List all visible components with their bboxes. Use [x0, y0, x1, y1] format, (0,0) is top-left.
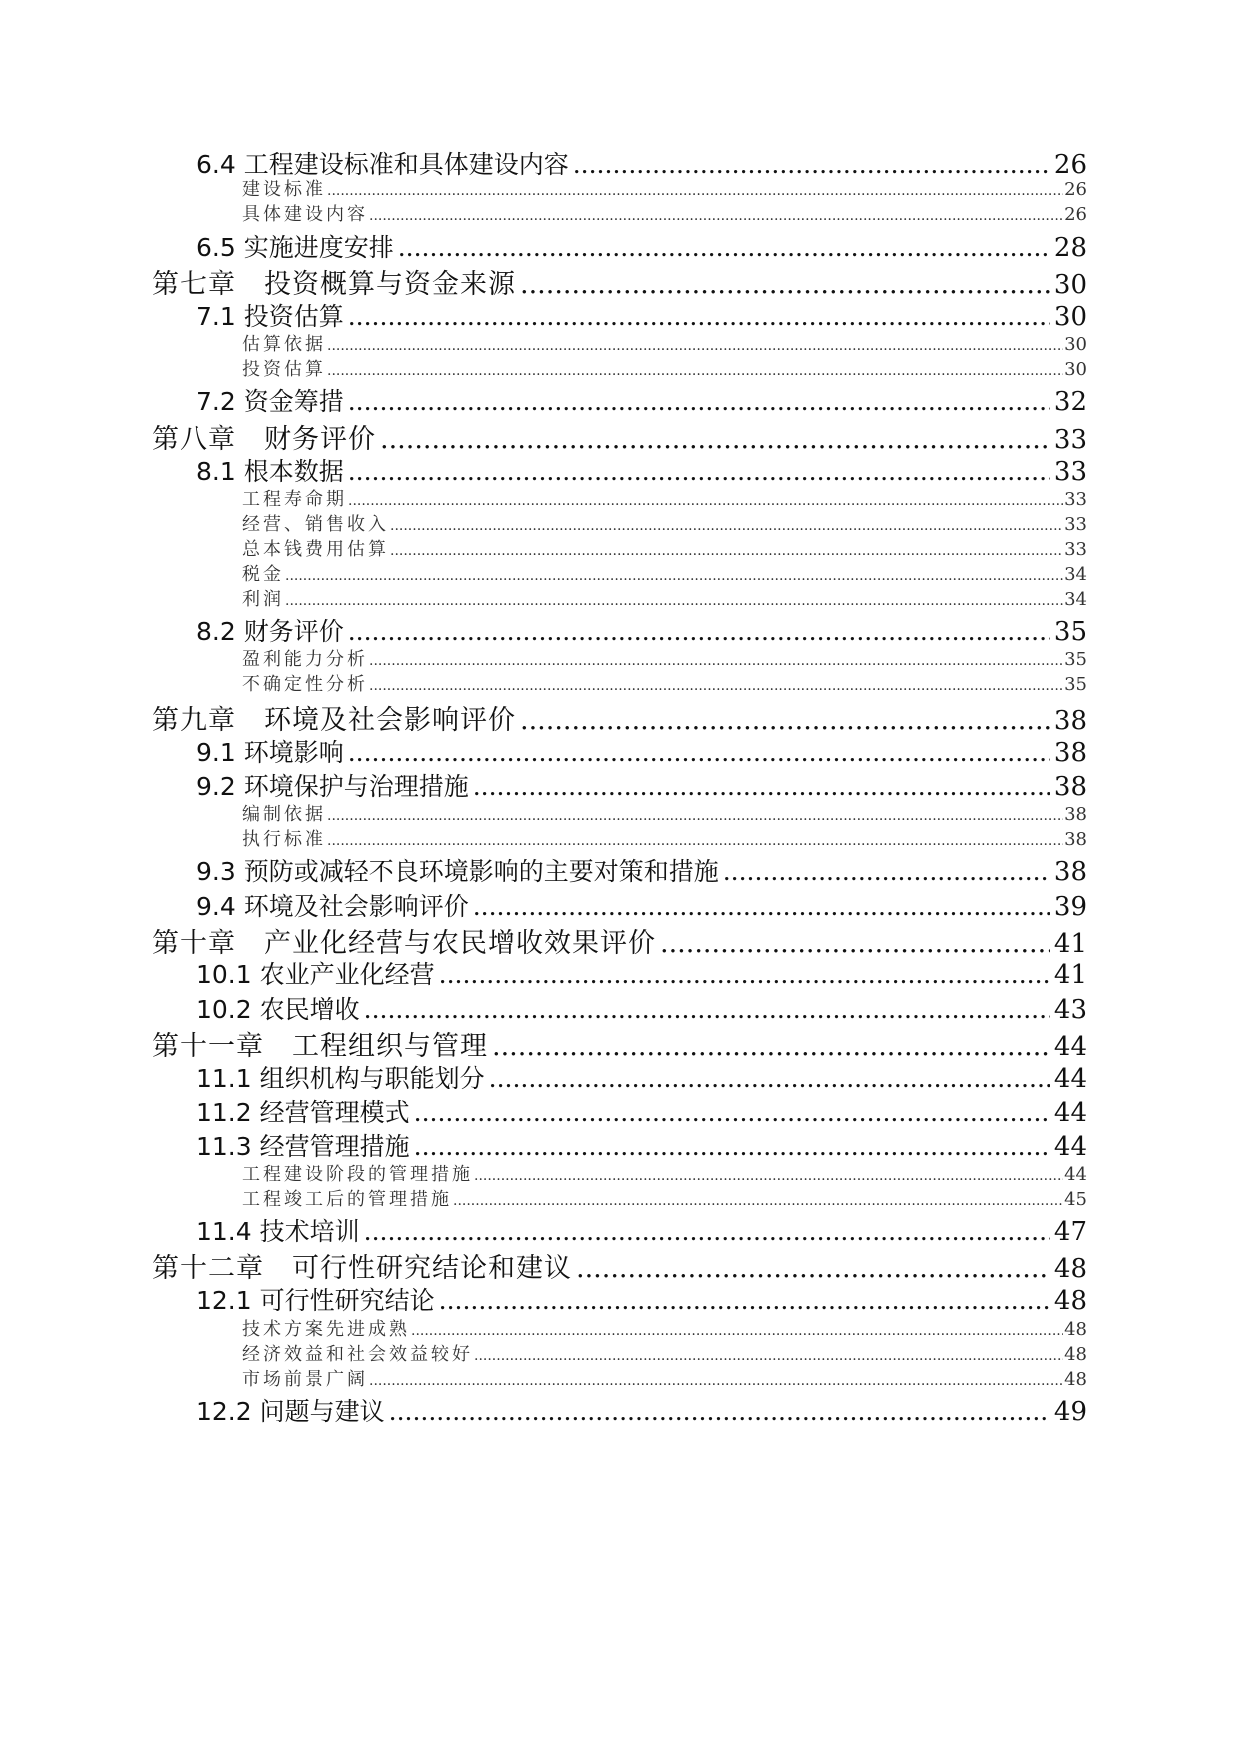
toc-entry-title: 建设标准 — [242, 179, 326, 200]
toc-entry[interactable] — [196, 887, 1087, 921]
toc-entry[interactable] — [196, 852, 1087, 886]
toc-entry-title: 经济效益和社会效益较好 — [242, 1344, 473, 1365]
toc-entry-page: 44 — [1053, 1064, 1087, 1094]
toc-entry-title: 第八章 财务评价 — [152, 424, 376, 455]
toc-leader-dots — [389, 1397, 1050, 1426]
toc-entry[interactable] — [242, 670, 1087, 696]
toc-entry-page: 44 — [1064, 1164, 1087, 1185]
toc-entry[interactable] — [242, 585, 1087, 611]
toc-entry[interactable] — [152, 262, 1087, 300]
toc-leader-dots — [348, 457, 1050, 486]
toc-entry[interactable] — [152, 698, 1087, 736]
toc-entry-title: 8.1 根本数据 — [196, 457, 344, 486]
toc-leader-dots — [364, 995, 1050, 1024]
toc-entry-title: 12.1 可行性研究结论 — [196, 1286, 435, 1315]
toc-entry-page: 44 — [1053, 1032, 1087, 1062]
toc-leader-dots — [492, 1031, 1050, 1062]
toc-entry-page: 43 — [1053, 995, 1087, 1025]
toc-leader-dots — [285, 568, 1063, 584]
toc-entry-page: 35 — [1064, 674, 1087, 695]
toc-leader-dots — [327, 183, 1063, 199]
toc-entry-title: 技术方案先进成熟 — [242, 1319, 410, 1340]
toc-leader-dots — [398, 233, 1050, 262]
toc-leader-dots — [369, 653, 1063, 669]
toc-entry[interactable] — [152, 1246, 1087, 1284]
toc-entry-title: 11.3 经营管理措施 — [196, 1132, 410, 1161]
toc-entry-page: 26 — [1064, 179, 1087, 200]
toc-entry-title: 估算依据 — [242, 334, 326, 355]
toc-leader-dots — [439, 1286, 1050, 1315]
toc-entry[interactable] — [242, 330, 1087, 356]
toc-entry-page: 44 — [1053, 1132, 1087, 1162]
toc-entry-page: 35 — [1053, 617, 1087, 647]
toc-entry[interactable] — [196, 1281, 1087, 1315]
toc-entry-page: 38 — [1064, 804, 1087, 825]
toc-entry-page: 49 — [1053, 1397, 1087, 1427]
toc-entry-page: 28 — [1053, 233, 1087, 263]
toc-entry-title: 10.2 农民增收 — [196, 995, 360, 1024]
toc-entry-page: 48 — [1053, 1254, 1087, 1284]
toc-leader-dots — [348, 302, 1050, 331]
toc-entry-title: 投资估算 — [242, 359, 326, 380]
toc-entry-page: 47 — [1053, 1217, 1087, 1247]
toc-entry-title: 7.1 投资估算 — [196, 302, 344, 331]
toc-entry-page: 48 — [1053, 1286, 1087, 1316]
toc-entry-title: 第十二章 可行性研究结论和建议 — [152, 1253, 572, 1284]
toc-leader-dots — [369, 1373, 1063, 1389]
toc-entry-title: 第七章 投资概算与资金来源 — [152, 269, 516, 300]
toc-leader-dots — [348, 493, 1063, 509]
toc-leader-dots — [327, 833, 1063, 849]
toc-entry-page: 41 — [1053, 960, 1087, 990]
toc-entry[interactable] — [242, 1315, 1087, 1341]
toc-entry-page: 48 — [1064, 1344, 1087, 1365]
toc-leader-dots — [411, 1323, 1063, 1339]
toc-entry[interactable] — [196, 955, 1087, 989]
toc-entry-page: 35 — [1064, 649, 1087, 670]
toc-entry[interactable] — [242, 175, 1087, 201]
toc-leader-dots — [414, 1132, 1050, 1161]
toc-leader-dots — [520, 705, 1050, 736]
toc-entry-page: 38 — [1064, 829, 1087, 850]
toc-entry[interactable] — [242, 800, 1087, 826]
toc-entry-page: 34 — [1064, 589, 1087, 610]
toc-leader-dots — [439, 960, 1050, 989]
toc-entry[interactable] — [196, 612, 1087, 646]
toc-entry[interactable] — [196, 382, 1087, 416]
toc-entry[interactable] — [196, 767, 1087, 801]
toc-entry[interactable] — [242, 560, 1087, 586]
toc-entry-page: 33 — [1064, 489, 1087, 510]
toc-entry-title: 6.5 实施进度安排 — [196, 233, 394, 262]
toc-entry-title: 工程寿命期 — [242, 489, 347, 510]
toc-entry-title: 盈利能力分析 — [242, 649, 368, 670]
toc-entry[interactable] — [242, 1365, 1087, 1391]
toc-entry[interactable] — [196, 1059, 1087, 1093]
toc-entry[interactable] — [152, 921, 1087, 959]
toc-entry-title: 工程竣工后的管理措施 — [242, 1189, 452, 1210]
toc-entry[interactable] — [242, 1185, 1087, 1211]
toc-leader-dots — [369, 678, 1063, 694]
toc-entry-page: 48 — [1064, 1369, 1087, 1390]
toc-entry-title: 第九章 环境及社会影响评价 — [152, 705, 516, 736]
toc-entry-title: 第十章 产业化经营与农民增收效果评价 — [152, 928, 656, 959]
toc-entry-page: 48 — [1064, 1319, 1087, 1340]
toc-leader-dots — [576, 1253, 1050, 1284]
toc-entry-page: 30 — [1064, 334, 1087, 355]
toc-entry-page: 45 — [1064, 1189, 1087, 1210]
toc-entry-page: 33 — [1064, 539, 1087, 560]
toc-entry-title: 8.2 财务评价 — [196, 617, 344, 646]
toc-entry-title: 不确定性分析 — [242, 674, 368, 695]
toc-entry-title: 税金 — [242, 564, 284, 585]
toc-entry[interactable] — [152, 1024, 1087, 1062]
toc-entry[interactable] — [242, 535, 1087, 561]
toc-entry-title: 9.1 环境影响 — [196, 738, 344, 767]
toc-entry-title: 具体建设内容 — [242, 204, 368, 225]
toc-entry-page: 41 — [1053, 929, 1087, 959]
toc-entry[interactable] — [196, 733, 1087, 767]
toc-entry-page: 26 — [1064, 204, 1087, 225]
toc-entry-title: 编制依据 — [242, 804, 326, 825]
toc-leader-dots — [327, 338, 1063, 354]
toc-entry[interactable] — [196, 228, 1087, 262]
toc-entry-title: 利润 — [242, 589, 284, 610]
toc-entry-title: 12.2 问题与建议 — [196, 1397, 385, 1426]
toc-entry-title: 9.4 环境及社会影响评价 — [196, 892, 469, 921]
toc-entry-title: 第十一章 工程组织与管理 — [152, 1031, 488, 1062]
toc-leader-dots — [473, 892, 1050, 921]
toc-entry-page: 33 — [1064, 514, 1087, 535]
toc-entry-title: 11.1 组织机构与职能划分 — [196, 1064, 485, 1093]
toc-entry-page: 30 — [1053, 270, 1087, 300]
toc-leader-dots — [474, 1168, 1063, 1184]
toc-leader-dots — [390, 543, 1063, 559]
toc-entry-title: 11.4 技术培训 — [196, 1217, 360, 1246]
toc-entry-title: 9.2 环境保护与治理措施 — [196, 772, 469, 801]
toc-entry[interactable] — [196, 1127, 1087, 1161]
toc-entry[interactable] — [242, 355, 1087, 381]
toc-entry-title: 经营、销售收入 — [242, 514, 389, 535]
toc-entry[interactable] — [242, 645, 1087, 671]
toc-entry-page: 30 — [1053, 302, 1087, 332]
toc-leader-dots — [414, 1098, 1050, 1127]
toc-entry[interactable] — [196, 145, 1087, 179]
toc-leader-dots — [348, 738, 1050, 767]
toc-entry-title: 市场前景广阔 — [242, 1369, 368, 1390]
toc-leader-dots — [489, 1064, 1050, 1093]
toc-entry-page: 30 — [1064, 359, 1087, 380]
toc-leader-dots — [348, 387, 1050, 416]
toc-entry-page: 26 — [1053, 150, 1087, 180]
toc-entry-page: 38 — [1053, 772, 1087, 802]
toc-leader-dots — [369, 208, 1063, 224]
toc-entry-title: 工程建设阶段的管理措施 — [242, 1164, 473, 1185]
toc-entry-page: 33 — [1053, 425, 1087, 455]
toc-entry[interactable] — [242, 1340, 1087, 1366]
toc-entry[interactable] — [152, 417, 1087, 455]
toc-entry-title: 10.1 农业产业化经营 — [196, 960, 435, 989]
toc-leader-dots — [473, 772, 1050, 801]
toc-entry[interactable] — [196, 1093, 1087, 1127]
toc-entry-page: 38 — [1053, 857, 1087, 887]
toc-entry-title: 9.3 预防或减轻不良环境影响的主要对策和措施 — [196, 857, 719, 886]
toc-entry-page: 32 — [1053, 387, 1087, 417]
toc-entry-page: 34 — [1064, 564, 1087, 585]
toc-leader-dots — [364, 1217, 1050, 1246]
toc-leader-dots — [474, 1348, 1063, 1364]
toc-leader-dots — [380, 424, 1050, 455]
toc-leader-dots — [327, 808, 1063, 824]
toc-entry[interactable] — [242, 485, 1087, 511]
toc-leader-dots — [390, 518, 1063, 534]
toc-leader-dots — [348, 617, 1050, 646]
toc-leader-dots — [285, 593, 1063, 609]
toc-entry[interactable] — [196, 1212, 1087, 1246]
toc-entry[interactable] — [242, 1160, 1087, 1186]
toc-entry[interactable] — [196, 452, 1087, 486]
toc-entry[interactable] — [196, 297, 1087, 331]
toc-entry[interactable] — [196, 990, 1087, 1024]
toc-entry-page: 44 — [1053, 1098, 1087, 1128]
toc-leader-dots — [453, 1193, 1063, 1209]
toc-entry[interactable] — [242, 825, 1087, 851]
toc-entry-page: 39 — [1053, 892, 1087, 922]
toc-entry-title: 11.2 经营管理模式 — [196, 1098, 410, 1127]
toc-entry-title: 7.2 资金筹措 — [196, 387, 344, 416]
toc-leader-dots — [723, 857, 1050, 886]
toc-leader-dots — [520, 269, 1050, 300]
toc-leader-dots — [327, 363, 1063, 379]
toc-entry-page: 38 — [1053, 738, 1087, 768]
toc-entry[interactable] — [196, 1392, 1087, 1426]
toc-entry[interactable] — [242, 200, 1087, 226]
toc-entry-page: 33 — [1053, 457, 1087, 487]
toc-entry-title: 6.4 工程建设标准和具体建设内容 — [196, 150, 569, 179]
toc-entry-title: 总本钱费用估算 — [242, 539, 389, 560]
toc-entry[interactable] — [242, 510, 1087, 536]
toc-entry-page: 38 — [1053, 706, 1087, 736]
toc-entry-title: 执行标准 — [242, 829, 326, 850]
